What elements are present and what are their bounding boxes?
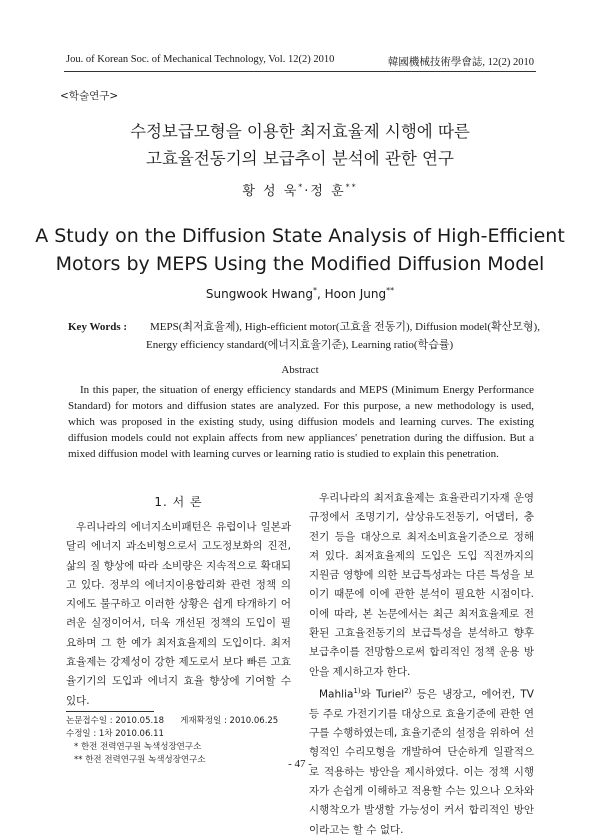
korean-title-line2: 고효율전동기의 보급추이 분석에 관한 연구	[146, 149, 454, 168]
english-author-1: Sungwook Hwang	[205, 287, 313, 301]
journal-header-english: Jou. of Korean Soc. of Mechanical Technology, Vol. 12(2) 2010	[66, 54, 335, 65]
paper-category: <학술연구>	[60, 90, 119, 102]
left-column	[66, 518, 291, 711]
section-heading-introduction: 1. 서 론	[154, 495, 203, 509]
keywords-block	[68, 318, 548, 354]
english-author-1-mark: *	[312, 286, 317, 295]
english-author-2-mark: **	[386, 286, 395, 295]
english-title	[0, 222, 600, 278]
english-author-2: Hoon Jung	[324, 287, 387, 301]
right-column	[309, 489, 534, 840]
citation-2: 2)	[404, 686, 412, 695]
footnote-dates	[66, 715, 296, 728]
korean-author-separator: ·	[304, 184, 311, 199]
affiliation-2: ** 한전 전력연구원 녹색성장연구소	[74, 755, 206, 765]
revised-date: 수정일 : 1차 2010.06.11	[66, 729, 164, 739]
english-author-separator: ,	[316, 287, 325, 301]
footnote-rule	[66, 711, 154, 712]
journal-header-hanja: 韓國機械技術學會誌, 12(2) 2010	[387, 57, 534, 68]
right-paragraph-2-text: 등은 냉장고, 에어컨, TV 등 주로 가전기기를 대상으로 효율기준에 관한 연구를 수행하였는데, 효율기준의 설정을 위하여 선형적인 수리모형을 개발하여 단순하게 일괄적으로 적용하는 방안을 제시하였다. 이는 정책 시행자가 손쉽게 이해하고 적용할 수는 있으나 오차와 시행착오가 발생할 가능성이 커서 합리적인 방안이라고는 할 수 없다.	[309, 688, 534, 836]
ref-author-mahlia: Mahlia	[319, 688, 354, 701]
keywords-line2: Energy efficiency standard(에너지효율기준), Learning ratio(학습률)	[146, 339, 454, 351]
header-rule	[64, 71, 536, 72]
korean-authors	[0, 180, 600, 199]
accepted-date: 게재확정일 : 2010.06.25	[180, 716, 279, 726]
received-date: 논문접수일 : 2010.05.18	[66, 716, 164, 726]
keywords-line1: MEPS(최저효율제), High-efficient motor(고효율 전동기), Diffusion model(확산모형),	[150, 321, 540, 333]
korean-author-1: 황 성 욱	[242, 184, 299, 199]
korean-author-2-mark: **	[345, 182, 358, 192]
citation-1: 1)	[353, 686, 361, 695]
korean-title	[0, 118, 600, 172]
korean-author-1-mark: *	[298, 182, 305, 192]
english-title-line2: Motors by MEPS Using the Modified Diffusion Model	[55, 253, 545, 275]
intro-paragraph: 우리나라의 에너지소비패턴은 유럽이나 일본과 달리 에너지 과소비형으로서 고도정보화의 진전, 삶의 질 향상에 따라 소비량은 지속적으로 확대되고 있다. 정부의 에너지이용합리화 관련 정책 의지에도 불구하고 이러한 상황은 쉽게 타개하기 어려운 실정이어서, 더욱 개선된 정책의 도입이 필요하며 그 한 예가 최저효율제의 도입이다. 최저효율제는 강제성이 강한 제도로서 보다 빠른 고효율기기의 도입과 에너지 효율 향상에 기여할 수 있다.	[66, 521, 291, 707]
korean-author-2: 정 훈	[310, 184, 346, 199]
english-title-line1: A Study on the Diffusion State Analysis of High-Efficient	[35, 225, 565, 247]
keywords-colon: :	[123, 321, 128, 333]
page-number: - 47 -	[288, 758, 312, 770]
korean-title-line1: 수정보급모형을 이용한 최저효율제 시행에 따른	[130, 122, 470, 141]
ref-author-turiel: 와 Turiel	[360, 688, 405, 701]
abstract-heading: Abstract	[281, 364, 319, 376]
keywords-label-text: Key Words	[68, 321, 121, 333]
affiliation-1: * 한전 전력연구원 녹색성장연구소	[74, 742, 202, 752]
english-authors	[0, 286, 600, 301]
abstract-text: In this paper, the situation of energy efficiency standards and MEPS (Minimum Energy Performance Standard) for motors and diffusion states are analyzed. For this purpose, a new methodology is used, which was proposed in the existing study, using diffusion models and learning curves. The existing diffusion models could not explain affects from new appliances' penetration during the diffusion. But a mixed diffusion model with learning curves or learning ratio is studied to explain this penetration.	[68, 384, 534, 460]
right-paragraph-1: 우리나라의 최저효율제는 효율관리기자재 운영규정에서 조명기기, 삼상유도전동기, 어댑터, 충전기 등을 대상으로 최저소비효율기준으로 정해져 있다. 최저효율제의 도입은 도입 직전까지의 지원금 영향에 의한 보급특성과는 다른 특성을 보이기 때문에 이에 관한 분석이 필요한 시점이다. 이에 따라, 본 논문에서는 최근 최저효율제로 전환된 고효율전동기의 보급특성을 분석하고 향후 보급추이를 전망함으로써 합리적인 정책 운용 방안을 제시하고자 한다.	[309, 492, 534, 678]
keywords-label	[68, 318, 150, 336]
